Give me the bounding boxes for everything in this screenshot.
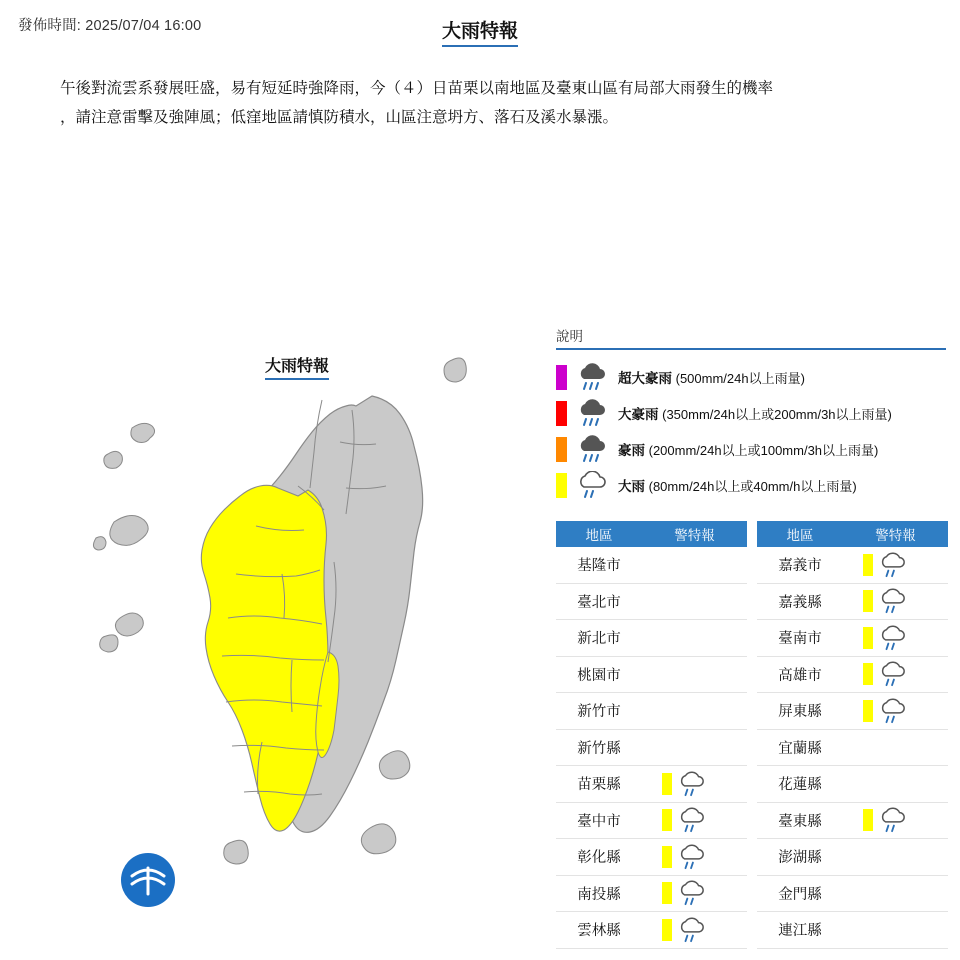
table-row [556, 584, 747, 621]
warning-cell [843, 803, 948, 839]
warning-cell [843, 876, 948, 912]
legend-label-1 [618, 403, 892, 423]
page-title [0, 16, 960, 43]
rain-icon [877, 588, 909, 614]
warning-color-bar [863, 590, 873, 612]
warning-cell [642, 839, 747, 875]
table-row [556, 730, 747, 767]
area-name: 嘉義縣 [778, 594, 822, 611]
table-row [757, 876, 948, 913]
table-row [757, 620, 948, 657]
area-name: 宜蘭縣 [778, 740, 822, 757]
table-row [757, 730, 948, 767]
warning-cell [843, 547, 948, 583]
area-name: 雲林縣 [577, 923, 621, 940]
area-name: 花蓮縣 [778, 777, 822, 794]
warning-color-bar [662, 919, 672, 941]
rain-icon [877, 807, 909, 833]
table-row [556, 547, 747, 584]
warning-cell [843, 730, 948, 766]
legend-item-0 [556, 359, 946, 395]
warning-table-left-column [556, 521, 747, 949]
table-header-left [556, 521, 747, 547]
table-row [757, 766, 948, 803]
warning-cell [642, 547, 747, 583]
area-name: 澎湖縣 [778, 850, 822, 867]
heavy-rain-icon [576, 363, 610, 391]
table-row [757, 657, 948, 694]
rain-icon [676, 807, 708, 833]
page-title-text: 大雨特報 [442, 21, 518, 47]
legend-desc-3: (80mm/24h以上或40mm/h以上雨量) [648, 479, 857, 494]
table-row [757, 547, 948, 584]
warning-color-bar [863, 663, 873, 685]
table-row [556, 620, 747, 657]
table-row [757, 839, 948, 876]
legend-color-swatch [556, 401, 567, 426]
warning-cell [642, 620, 747, 656]
table-row [556, 766, 747, 803]
table-row [556, 693, 747, 730]
table-header-right [757, 521, 948, 547]
warning-cell [843, 912, 948, 948]
area-name: 臺中市 [577, 813, 621, 830]
warning-cell [642, 803, 747, 839]
table-row [757, 584, 948, 621]
table-row [556, 839, 747, 876]
table-row [556, 803, 747, 840]
warning-cell [843, 839, 948, 875]
legend [556, 325, 946, 503]
area-name: 臺北市 [577, 594, 621, 611]
legend-color-swatch [556, 437, 567, 462]
summary-line-1: 午後對流雲系發展旺盛，易有短延時強降雨，今（４）日苗栗以南地區及臺東山區有局部大雨發生的機率 [60, 80, 774, 97]
legend-item-3 [556, 467, 946, 503]
legend-label-2 [618, 439, 878, 459]
col-header-area: 地區 [585, 528, 613, 543]
rain-icon [877, 698, 909, 724]
area-name: 新竹市 [577, 704, 621, 721]
rain-icon [877, 661, 909, 687]
highlight-region-west-south [201, 485, 328, 831]
area-name: 臺南市 [778, 631, 822, 648]
warning-color-bar [863, 627, 873, 649]
area-name: 連江縣 [778, 923, 822, 940]
area-name: 彰化縣 [577, 850, 621, 867]
legend-color-swatch [556, 473, 567, 498]
warning-color-bar [863, 554, 873, 576]
col-header-warning: 警特報 [674, 528, 715, 543]
legend-desc-2: (200mm/24h以上或100mm/3h以上雨量) [648, 443, 879, 458]
area-name: 新北市 [577, 631, 621, 648]
issue-time: 發佈時間: 2025/07/04 16:00 [18, 18, 202, 34]
warning-cell [642, 584, 747, 620]
warning-cell [843, 766, 948, 802]
warning-cell [642, 693, 747, 729]
warning-cell [642, 657, 747, 693]
col-header-area: 地區 [786, 528, 814, 543]
col-header-warning: 警特報 [875, 528, 916, 543]
area-name: 金門縣 [778, 886, 822, 903]
legend-label-0 [618, 367, 805, 387]
rain-icon [576, 471, 610, 499]
rain-icon [676, 844, 708, 870]
table-row [757, 693, 948, 730]
taiwan-map-svg [0, 330, 545, 960]
legend-item-1 [556, 395, 946, 431]
table-row [556, 876, 747, 913]
legend-desc-0: (500mm/24h以上雨量) [675, 371, 805, 386]
rain-icon [676, 880, 708, 906]
warning-table [556, 521, 948, 949]
warning-color-bar [863, 809, 873, 831]
warning-cell [843, 620, 948, 656]
cwa-logo [121, 853, 175, 907]
rain-icon [676, 917, 708, 943]
warning-color-bar [863, 700, 873, 722]
area-name: 屏東縣 [778, 704, 822, 721]
warning-cell [642, 766, 747, 802]
warning-cell [843, 584, 948, 620]
table-row [757, 803, 948, 840]
warning-cell [642, 912, 747, 948]
table-row [556, 657, 747, 694]
area-name: 南投縣 [577, 886, 621, 903]
table-row [757, 912, 948, 949]
table-row [556, 912, 747, 949]
warning-cell [843, 693, 948, 729]
heavy-rain-icon [576, 399, 610, 427]
warning-color-bar [662, 846, 672, 868]
warning-color-bar [662, 773, 672, 795]
area-name: 嘉義市 [778, 558, 822, 575]
warning-cell [843, 657, 948, 693]
legend-level-0: 超大豪雨 [618, 371, 672, 386]
area-name: 基隆市 [577, 558, 621, 575]
warning-table-right-column [757, 521, 948, 949]
area-name: 臺東縣 [778, 813, 822, 830]
area-name: 桃園市 [577, 667, 621, 684]
legend-title: 說明 [556, 325, 946, 350]
warning-cell [642, 730, 747, 766]
rain-icon [877, 625, 909, 651]
legend-level-1: 大豪雨 [618, 407, 659, 422]
summary-line-2: ，請注意雷擊及強陣風；低窪地區請慎防積水，山區注意坍方、落石及溪水暴漲。 [60, 108, 619, 126]
legend-level-2: 豪雨 [618, 443, 645, 458]
legend-desc-1: (350mm/24h以上或200mm/3h以上雨量) [662, 407, 892, 422]
map-title-text: 大雨特報 [265, 358, 329, 380]
area-name: 高雄市 [778, 667, 822, 684]
warning-cell [642, 876, 747, 912]
area-name: 新竹縣 [577, 740, 621, 757]
legend-label-3 [618, 475, 857, 495]
summary-text [60, 75, 900, 132]
heavy-rain-icon [576, 435, 610, 463]
legend-item-2 [556, 431, 946, 467]
area-name: 苗栗縣 [577, 777, 621, 794]
rain-icon [676, 771, 708, 797]
warning-color-bar [662, 882, 672, 904]
taiwan-map [0, 330, 545, 960]
legend-level-3: 大雨 [618, 479, 645, 494]
rain-icon [877, 552, 909, 578]
warning-color-bar [662, 809, 672, 831]
legend-color-swatch [556, 365, 567, 390]
